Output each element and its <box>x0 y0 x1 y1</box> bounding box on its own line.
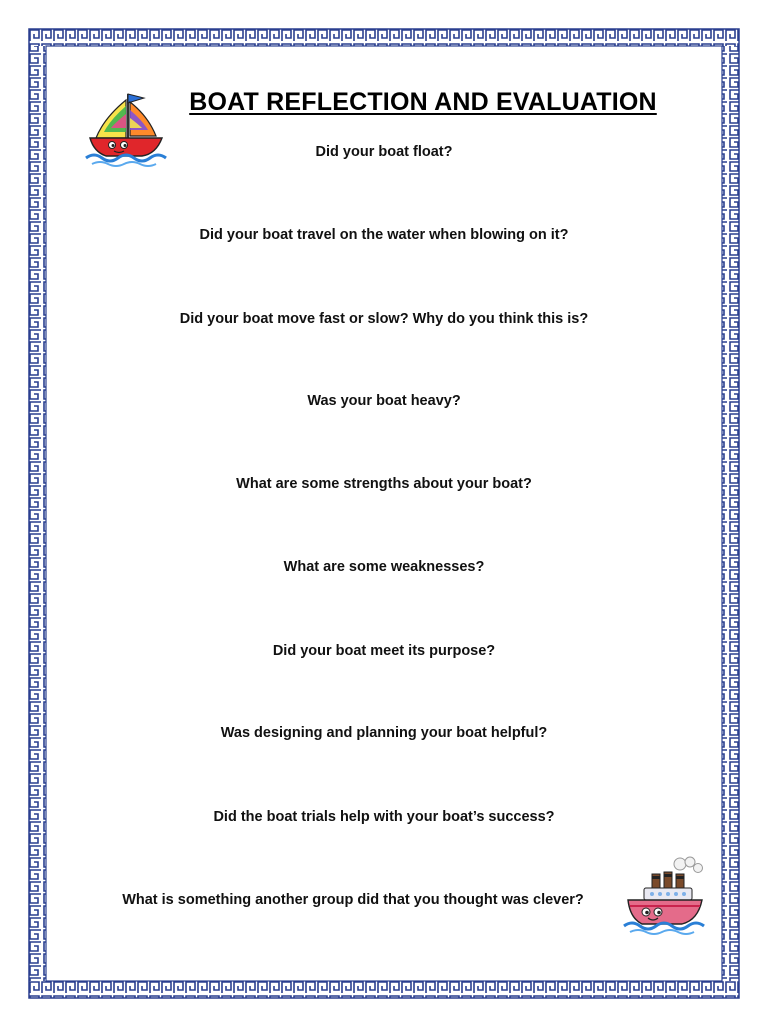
question-5: What are some strengths about your boat? <box>236 476 532 492</box>
question-1: Did your boat float? <box>315 144 453 160</box>
question-4: Was your boat heavy? <box>307 393 461 409</box>
question-7: Did your boat meet its purpose? <box>272 643 496 659</box>
question-3: Did your boat move fast or slow? Why do you think this is? <box>179 311 589 327</box>
question-8: Was designing and planning your boat helpful? <box>220 725 548 741</box>
page-title: BOAT REFLECTION AND EVALUATION <box>189 88 657 116</box>
question-10: What is something another group did that you thought was clever? <box>122 892 584 908</box>
question-9: Did the boat trials help with your boat’s success? <box>213 809 555 825</box>
question-6: What are some weaknesses? <box>283 559 485 575</box>
steamship-icon <box>622 854 706 938</box>
question-2: Did your boat travel on the water when blowing on it? <box>199 227 569 243</box>
